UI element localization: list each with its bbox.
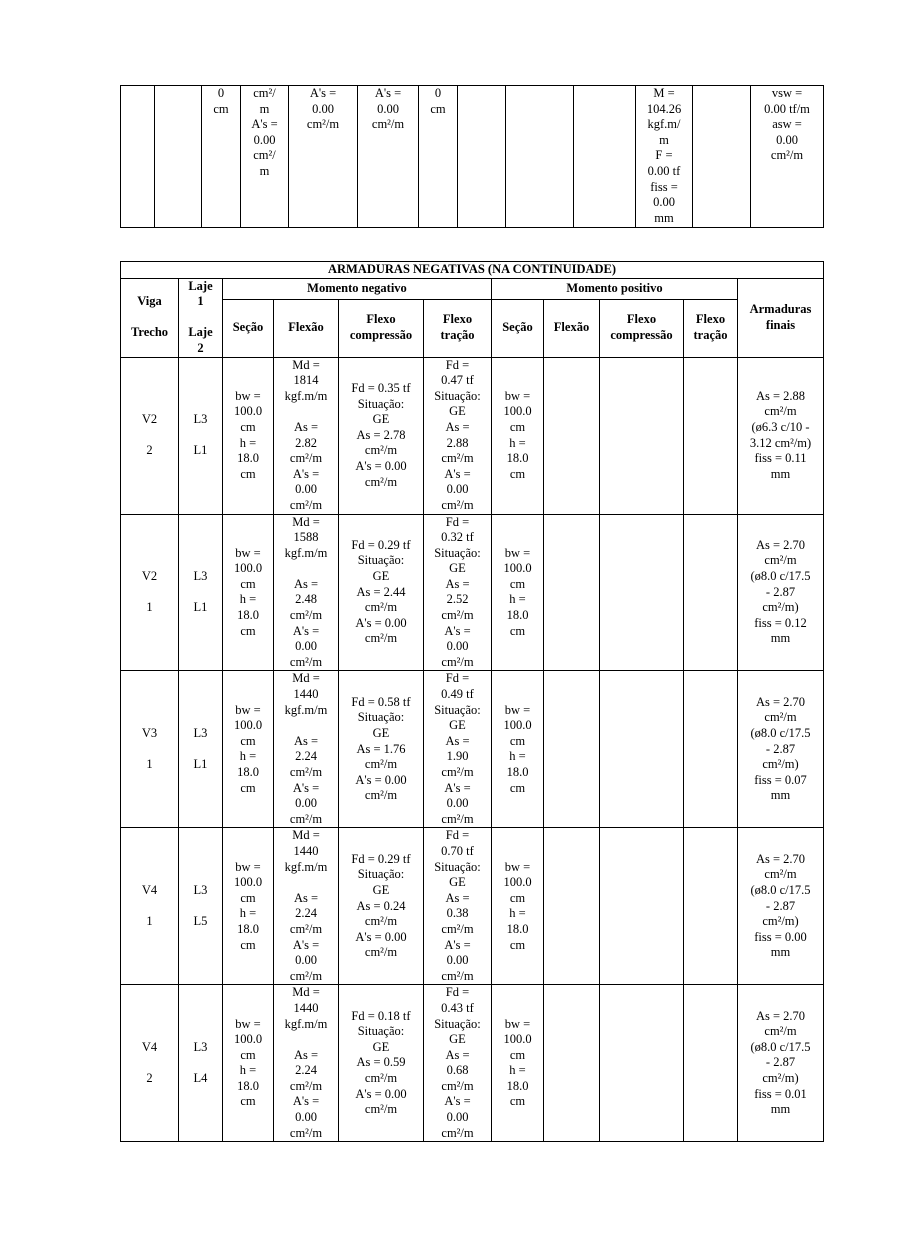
continuation-row (121, 86, 824, 228)
secao-cell: bw = 100.0 cm h = 18.0 cm (223, 828, 274, 985)
flexo-compressao-positivo-cell (600, 828, 684, 985)
laje-cell: L3 L4 (179, 985, 223, 1142)
flexo-tracao-positivo-cell (684, 671, 738, 828)
header-viga-trecho: Viga Trecho (121, 278, 179, 357)
viga-trecho-cell: V4 2 (121, 985, 179, 1142)
flexo-tracao-positivo-cell (684, 514, 738, 671)
header-momento-positivo: Momento positivo (492, 278, 738, 299)
cell: A's = 0.00 cm²/m (358, 86, 419, 228)
flexo-tracao-cell: Fd = 0.49 tf Situação: GE As = 1.90 cm²/m A's = 0.00 cm²/m (424, 671, 492, 828)
flexo-compressao-positivo-cell (600, 357, 684, 514)
cell: vsw = 0.00 tf/m asw = 0.00 cm²/m (751, 86, 824, 228)
cell (458, 86, 506, 228)
laje-cell: L3 L1 (179, 357, 223, 514)
header-secao-positivo: Seção (492, 299, 544, 357)
cell: 0 cm (419, 86, 458, 228)
flexo-compressao-cell: Fd = 0.29 tf Situação: GE As = 2.44 cm²/m A's = 0.00 cm²/m (339, 514, 424, 671)
flexao-positivo-cell (544, 985, 600, 1142)
cell: 0 cm (202, 86, 241, 228)
secao-positivo-cell: bw = 100.0 cm h = 18.0 cm (492, 357, 544, 514)
cell: cm²/ m A's = 0.00 cm²/ m (241, 86, 289, 228)
flexo-compressao-cell: Fd = 0.58 tf Situação: GE As = 1.76 cm²/m A's = 0.00 cm²/m (339, 671, 424, 828)
secao-positivo-cell: bw = 100.0 cm h = 18.0 cm (492, 828, 544, 985)
table-title: ARMADURAS NEGATIVAS (NA CONTINUIDADE) (121, 262, 824, 279)
continuation-table (120, 85, 824, 228)
cell: A's = 0.00 cm²/m (289, 86, 358, 228)
flexo-tracao-positivo-cell (684, 985, 738, 1142)
secao-positivo-cell: bw = 100.0 cm h = 18.0 cm (492, 671, 544, 828)
flexo-tracao-cell: Fd = 0.43 tf Situação: GE As = 0.68 cm²/m A's = 0.00 cm²/m (424, 985, 492, 1142)
header-flexo-compressao-positivo: Flexo compressão (600, 299, 684, 357)
table-row (121, 514, 824, 671)
header-flexao-positivo: Flexão (544, 299, 600, 357)
flexao-positivo-cell (544, 828, 600, 985)
flexo-tracao-cell: Fd = 0.32 tf Situação: GE As = 2.52 cm²/m A's = 0.00 cm²/m (424, 514, 492, 671)
flexo-tracao-cell: Fd = 0.70 tf Situação: GE As = 0.38 cm²/m A's = 0.00 cm²/m (424, 828, 492, 985)
armaduras-negativas-table (120, 261, 824, 1142)
cell (121, 86, 155, 228)
cell: M = 104.26 kgf.m/ m F = 0.00 tf fiss = 0.00 mm (636, 86, 693, 228)
flexo-compressao-positivo-cell (600, 671, 684, 828)
secao-positivo-cell: bw = 100.0 cm h = 18.0 cm (492, 985, 544, 1142)
flexao-cell: Md = 1588 kgf.m/m As = 2.48 cm²/m A's = 0.00 cm²/m (274, 514, 339, 671)
header-flexao: Flexão (274, 299, 339, 357)
flexao-cell: Md = 1440 kgf.m/m As = 2.24 cm²/m A's = 0.00 cm²/m (274, 828, 339, 985)
cell (574, 86, 636, 228)
armaduras-finais-cell: As = 2.70 cm²/m (ø8.0 c/17.5 - 2.87 cm²/m) fiss = 0.00 mm (738, 828, 824, 985)
flexo-compressao-cell: Fd = 0.35 tf Situação: GE As = 2.78 cm²/m A's = 0.00 cm²/m (339, 357, 424, 514)
header-flexo-tracao: Flexo tração (424, 299, 492, 357)
cell (506, 86, 574, 228)
header-flexo-compressao: Flexo compressão (339, 299, 424, 357)
cell (155, 86, 202, 228)
header-armaduras-finais: Armaduras finais (738, 278, 824, 357)
header-flexo-tracao-positivo: Flexo tração (684, 299, 738, 357)
viga-trecho-cell: V2 1 (121, 514, 179, 671)
header-momento-negativo: Momento negativo (223, 278, 492, 299)
armaduras-finais-cell: As = 2.88 cm²/m (ø6.3 c/10 - 3.12 cm²/m) fiss = 0.11 mm (738, 357, 824, 514)
secao-cell: bw = 100.0 cm h = 18.0 cm (223, 514, 274, 671)
flexao-cell: Md = 1440 kgf.m/m As = 2.24 cm²/m A's = 0.00 cm²/m (274, 985, 339, 1142)
flexao-positivo-cell (544, 514, 600, 671)
flexo-compressao-cell: Fd = 0.18 tf Situação: GE As = 0.59 cm²/m A's = 0.00 cm²/m (339, 985, 424, 1142)
secao-cell: bw = 100.0 cm h = 18.0 cm (223, 671, 274, 828)
flexao-cell: Md = 1440 kgf.m/m As = 2.24 cm²/m A's = 0.00 cm²/m (274, 671, 339, 828)
header-secao: Seção (223, 299, 274, 357)
flexao-positivo-cell (544, 671, 600, 828)
table-row (121, 357, 824, 514)
table-row (121, 671, 824, 828)
armaduras-finais-cell: As = 2.70 cm²/m (ø8.0 c/17.5 - 2.87 cm²/m) fiss = 0.12 mm (738, 514, 824, 671)
secao-cell: bw = 100.0 cm h = 18.0 cm (223, 357, 274, 514)
flexo-compressao-cell: Fd = 0.29 tf Situação: GE As = 0.24 cm²/m A's = 0.00 cm²/m (339, 828, 424, 985)
viga-trecho-cell: V4 1 (121, 828, 179, 985)
header-laje: Laje 1 Laje 2 (179, 278, 223, 357)
viga-trecho-cell: V3 1 (121, 671, 179, 828)
laje-cell: L3 L1 (179, 514, 223, 671)
secao-cell: bw = 100.0 cm h = 18.0 cm (223, 985, 274, 1142)
flexao-cell: Md = 1814 kgf.m/m As = 2.82 cm²/m A's = 0.00 cm²/m (274, 357, 339, 514)
table-row (121, 985, 824, 1142)
flexo-tracao-positivo-cell (684, 828, 738, 985)
flexao-positivo-cell (544, 357, 600, 514)
flexo-tracao-positivo-cell (684, 357, 738, 514)
table-row (121, 828, 824, 985)
flexo-compressao-positivo-cell (600, 514, 684, 671)
laje-cell: L3 L1 (179, 671, 223, 828)
flexo-compressao-positivo-cell (600, 985, 684, 1142)
armaduras-finais-cell: As = 2.70 cm²/m (ø8.0 c/17.5 - 2.87 cm²/m) fiss = 0.01 mm (738, 985, 824, 1142)
flexo-tracao-cell: Fd = 0.47 tf Situação: GE As = 2.88 cm²/m A's = 0.00 cm²/m (424, 357, 492, 514)
laje-cell: L3 L5 (179, 828, 223, 985)
viga-trecho-cell: V2 2 (121, 357, 179, 514)
cell (693, 86, 751, 228)
secao-positivo-cell: bw = 100.0 cm h = 18.0 cm (492, 514, 544, 671)
armaduras-finais-cell: As = 2.70 cm²/m (ø8.0 c/17.5 - 2.87 cm²/m) fiss = 0.07 mm (738, 671, 824, 828)
